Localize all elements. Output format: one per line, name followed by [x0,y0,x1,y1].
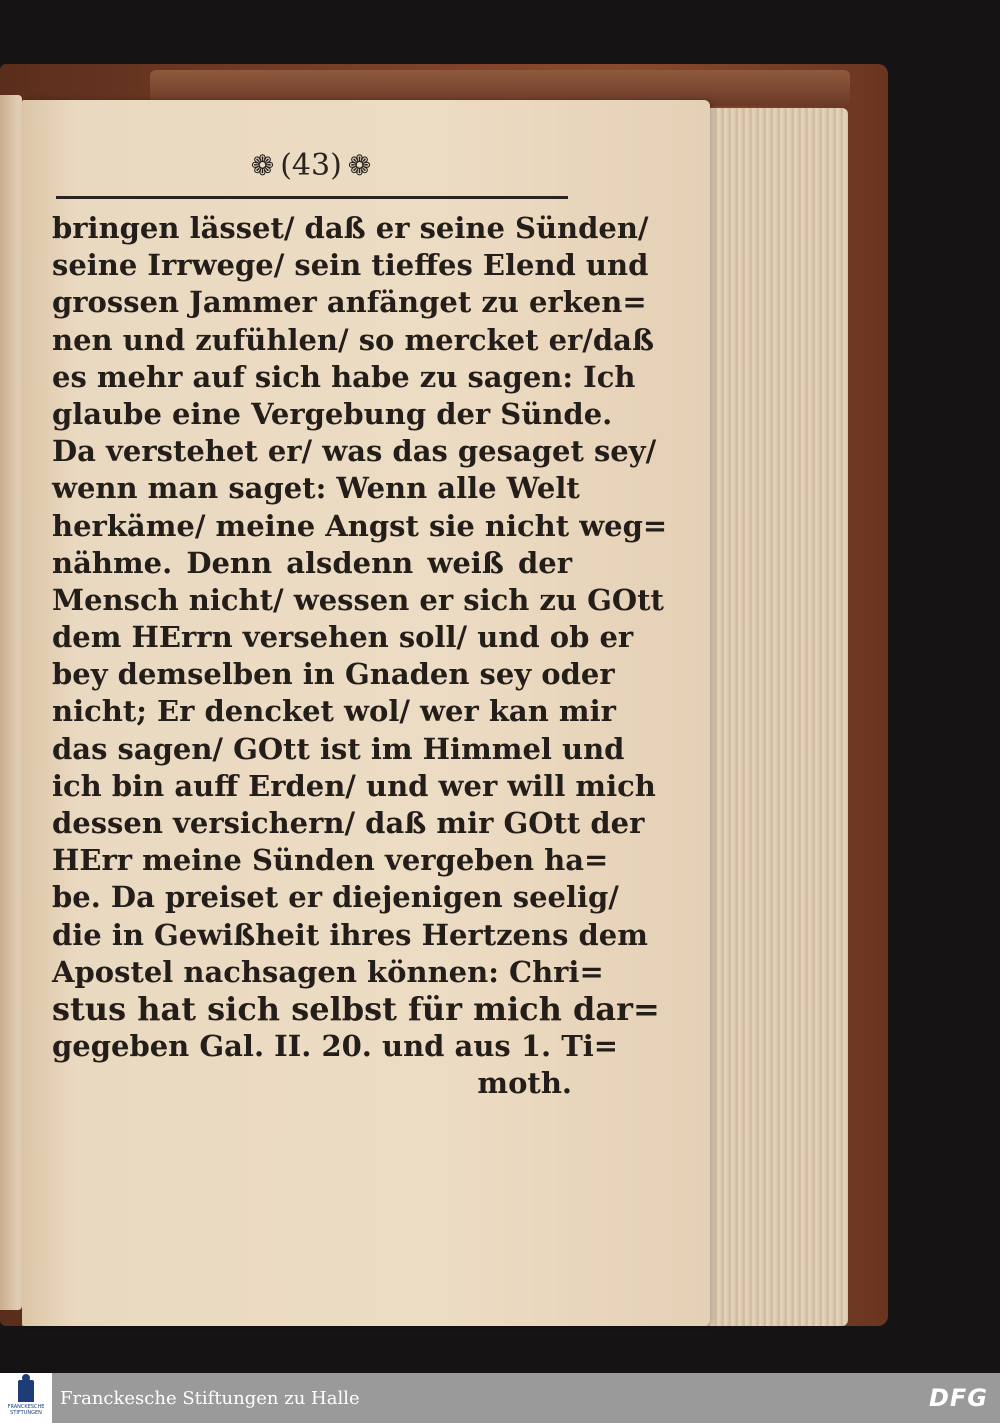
text-line: dem HErrn versehen soll/ und ob er [52,620,634,655]
dfg-logo[interactable]: DFG [928,1384,988,1412]
text-line: bringen lässet/ daß er seine Sünden/ [52,211,649,245]
text-line: Mensch nicht/ wessen er sich zu GOtt [52,582,664,617]
text-line: nähme. Denn alsdenn weiß der [52,545,572,580]
text-line: dessen versichern/ daß mir GOtt der [52,806,645,840]
text-line: es mehr auf sich habe zu sagen: Ich [52,359,636,394]
page-header [0,148,622,183]
text-line: be. Da preiset er diejenigen seelig/ [52,880,619,915]
text-line: nicht; Er dencket wol/ wer kan mir [52,694,616,729]
text-line: seine Irrwege/ sein tieffes Elend und [52,248,649,283]
left-page-edge [0,95,22,1310]
text-line: wenn man saget: Wenn alle Welt [52,471,580,506]
logo-text: FRANCKESCHE STIFTUNGEN [7,1404,45,1416]
catchword: moth. [477,1066,572,1101]
text-line: bey demselben in Gnaden sey oder [52,657,615,692]
viewer-footer [0,1373,1000,1423]
text-line: HErr meine Sünden vergeben ha= [52,843,609,878]
text-line: gegeben Gal. II. 20. und aus 1. Ti= [52,1029,619,1064]
text-line: nen und zufühlen/ so mercket er/daß [52,322,654,357]
text-line: das sagen/ GOtt ist im Himmel und [52,731,625,766]
text-line: ich bin auff Erden/ und wer will mich [52,768,656,803]
institution-name[interactable]: Franckesche Stiftungen zu Halle [60,1387,360,1409]
text-line: grossen Jammer anfänget zu erken= [52,285,647,320]
building-icon [18,1380,34,1402]
header-rule [56,196,568,199]
text-line: herkäme/ meine Angst sie nicht weg= [52,508,668,543]
text-line: Apostel nachsagen können: Chri= [52,954,604,989]
text-line: die in Gewißheit ihres Hertzens dem [52,917,648,952]
institution-logo[interactable] [0,1373,52,1423]
header-ornament-right: ❁ [347,149,372,182]
page-text [52,210,668,1103]
header-ornament-left: ❁ [250,149,275,182]
text-line: Da verstehet er/ was das gesaget sey/ [52,434,657,469]
page-number: (43) [280,148,342,183]
text-line-emphasis: stus hat sich selbst für mich dar= [52,989,660,1028]
text-line: glaube eine Vergebung der Sünde. [52,396,613,431]
page-fore-edge [690,108,848,1326]
